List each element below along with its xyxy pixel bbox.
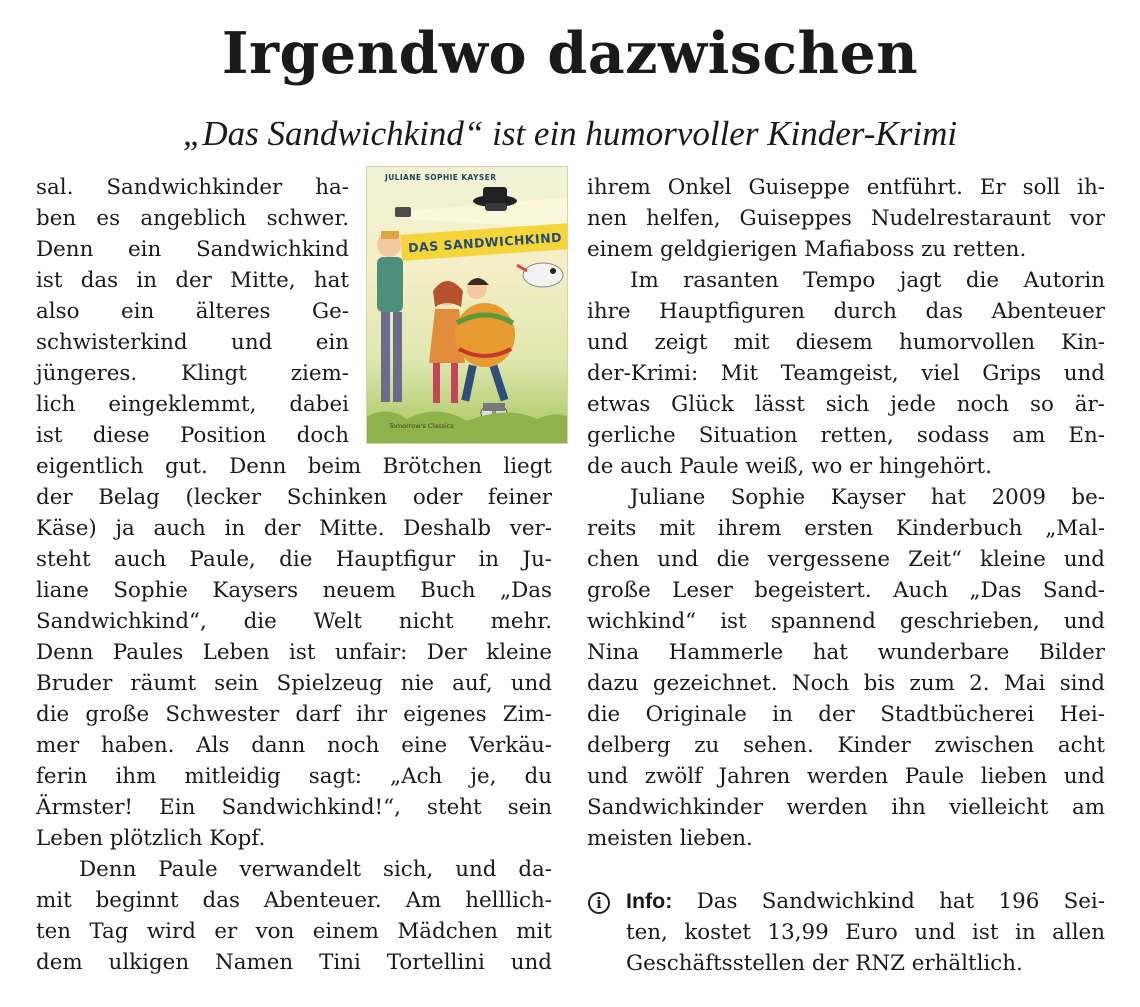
column1-line: ferin ihm mitleidig sagt: „Ach je, du [36,764,552,789]
column1-line: mit beginnt das Abenteuer. Am helllich- [36,888,552,913]
info-icon: i [588,892,610,914]
info-text: Das Sandwichkind hat 196 Sei- [696,889,1105,914]
column2-line: ihre Hauptfiguren durch das Abenteuer [587,299,1105,324]
column1-line: steht auch Paule, die Hauptfigur in Ju- [36,547,552,572]
book-cover-title: DAS SANDWICHKIND [400,223,568,261]
column1-line: Ärmster! Ein Sandwichkind!“, steht sein [36,795,552,820]
column2-line: Nina Hammerle hat wunderbare Bilder [587,640,1105,665]
column2-line: etwas Glück lässt sich jede noch so är- [587,392,1105,417]
column1-line: schwisterkind und ein [36,330,349,355]
column2-line: der-Krimi: Mit Teamgeist, viel Grips und [587,361,1105,386]
column2-line: ihrem Onkel Guiseppe entführt. Er soll ih- [587,175,1105,200]
column1-line: Denn Paule verwandelt sich, und da- [79,857,552,882]
column2-line: reits mit ihrem ersten Kinderbuch „Mal- [587,516,1105,541]
book-cover-author: JULIANE SOPHIE KAYSER [385,173,497,182]
column2-line: wichkind“ ist spannend geschrieben, und [587,609,1105,634]
info-line [626,886,1105,917]
column2-line: einem geldgierigen Mafiaboss zu retten. [587,237,1027,262]
column2-line: meisten lieben. [587,826,753,851]
column2-line: Sandwichkinder werden ihn vielleicht am [587,795,1105,820]
column1-line: die große Schwester darf ihr eigenes Zim- [36,702,552,727]
info-line: Geschäftsstellen der RNZ erhältlich. [626,951,1023,976]
headline: Irgendwo dazwischen [221,20,919,87]
column1-line: also ein älteres Ge- [36,299,349,324]
column1-line: Käse) ja auch in der Mitte. Deshalb ver- [36,516,552,541]
column2-line: und zeigt mit diesem humorvollen Kin- [587,330,1105,355]
column1-line: ten Tag wird er von einem Mädchen mit [36,919,552,944]
column2-line: dazu gezeichnet. Noch bis zum 2. Mai sind [587,671,1105,696]
book-cover-publisher: Tomorrow's Classics [389,422,454,430]
column1-line: liane Sophie Kaysers neuem Buch „Das [36,578,552,603]
column2-line: Juliane Sophie Kayser hat 2009 be- [630,485,1105,510]
column2-line: die Originale in der Stadtbücherei Hei- [587,702,1105,727]
column1-line: ist das in der Mitte, hat [36,268,349,293]
column1-line: dem ulkigen Namen Tini Tortellini und [36,950,552,975]
column1-line: eigentlich gut. Denn beim Brötchen liegt [36,454,552,479]
subtitle: „Das Sandwichkind“ ist ein humorvoller Kinder-Krimi [182,114,958,153]
column1-line: Leben plötzlich Kopf. [36,826,266,851]
column1-line: sal. Sandwichkinder ha- [36,175,349,200]
column2-line: nen helfen, Guiseppes Nudelrestaraunt vor [587,206,1105,231]
column2-line: große Leser begeistert. Auch „Das Sand- [587,578,1105,603]
column1-line: lich eingeklemmt, dabei [36,392,349,417]
info-label: Info: [626,889,673,913]
column1-line: Denn Paules Leben ist unfair: Der kleine [36,640,552,665]
column1-line: ist diese Position doch [36,423,349,448]
column2-line: chen und die vergessene Zeit“ kleine und [587,547,1105,572]
column1-line: ben es angeblich schwer. [36,206,349,231]
column2-line: Im rasanten Tempo jagt die Autorin [630,268,1105,293]
column1-line: der Belag (lecker Schinken oder feiner [36,485,552,510]
column1-line: Sandwichkind“, die Welt nicht mehr. [36,609,552,634]
column2-line: und zwölf Jahren werden Paule lieben und [587,764,1105,789]
column1-line: mer haben. Als dann noch eine Verkäu- [36,733,552,758]
column1-line: Bruder räumt sein Spielzeug nie auf, und [36,671,552,696]
column1-line: jüngeres. Klingt ziem- [36,361,349,386]
column1-line: Denn ein Sandwichkind [36,237,349,262]
book-cover-image [366,166,568,444]
column2-line: gerliche Situation retten, sodass am En- [587,423,1105,448]
info-line: ten, kostet 13,99 Euro und ist in allen [626,920,1105,945]
book-cover-illustration [367,167,568,444]
column2-line: de auch Paule weiß, wo er hingehört. [587,454,992,479]
column2-line: delberg zu sehen. Kinder zwischen acht [587,733,1105,758]
